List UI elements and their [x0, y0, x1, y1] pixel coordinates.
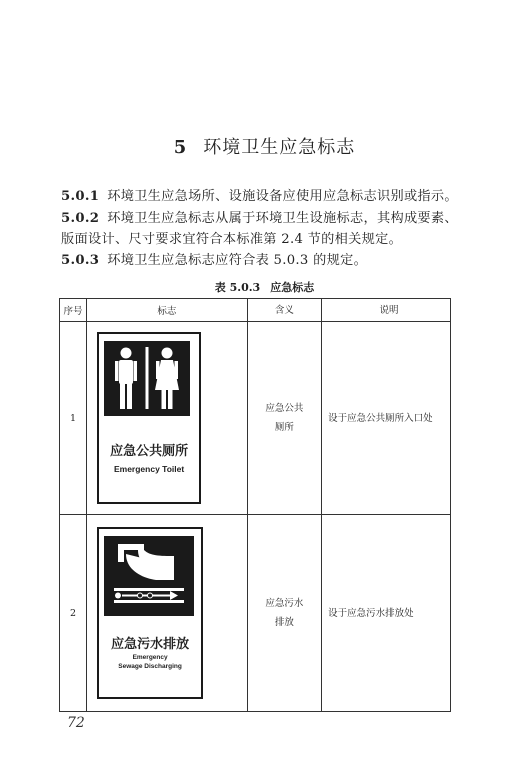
meaning-cell: [247, 322, 321, 515]
clause-text: 环境卫生应急标志应符合表 5.0.3 的规定。: [107, 253, 368, 268]
sewage-pipe-discharge-icon: [104, 536, 194, 616]
male-female-toilet-icon: [104, 341, 190, 416]
page-number: 72: [67, 715, 85, 731]
header-no: 序号: [60, 299, 87, 322]
header-sign: 标志: [87, 299, 248, 322]
row-number: 2: [60, 515, 87, 712]
sign-cell: [87, 515, 248, 712]
chapter-title: [0, 133, 529, 159]
clause-text: 环境卫生应急场所、设施设备应使用应急标志识别或指示。: [107, 189, 458, 204]
sign-label-cn: 应急污水排放: [111, 637, 190, 652]
meaning-text: 应急污水排放: [265, 598, 304, 628]
header-meaning: 含义: [247, 299, 321, 322]
table-caption-number: 表 5.0.3: [214, 281, 261, 294]
sign-label-en: [99, 653, 201, 671]
desc-cell: 设于应急污水排放处: [322, 515, 451, 712]
clause-number: 5.0.3: [61, 253, 100, 268]
clause-number: 5.0.1: [61, 189, 100, 204]
clause-text: 环境卫生应急标志从属于环境卫生设施标志，其构成要素、版面设计、尺寸要求宜符合本标准第 2.4 节的相关规定。: [61, 211, 458, 247]
table-header-row: [60, 299, 451, 322]
sign-label-cn: 应急公共厕所: [110, 444, 189, 459]
table-row: [60, 322, 451, 515]
sign-label-en-line2: Sewage Discharging: [118, 663, 182, 670]
sign-cell: [87, 322, 248, 515]
emergency-signs-table: [59, 298, 451, 712]
emergency-toilet-sign: [97, 332, 201, 504]
chapter-number: 5: [173, 137, 188, 158]
desc-cell: 设于应急公共厕所入口处: [322, 322, 451, 515]
table-row: [60, 515, 451, 712]
sign-label-en-line1: Emergency: [132, 654, 168, 661]
clause-5-0-2: [61, 208, 471, 250]
emergency-sewage-sign: [97, 527, 203, 699]
clause-number: 5.0.2: [61, 211, 100, 226]
table-caption: [0, 279, 529, 295]
meaning-text: 应急公共厕所: [265, 403, 304, 433]
table-caption-title: 应急标志: [270, 281, 315, 294]
sign-label-en: Emergency Toilet: [113, 464, 185, 474]
header-desc: 说明: [322, 299, 451, 322]
meaning-cell: [247, 515, 321, 712]
clause-5-0-1: [61, 186, 471, 207]
chapter-title-text: 环境卫生应急标志: [203, 137, 356, 158]
clause-5-0-3: [61, 250, 471, 271]
row-number: 1: [60, 322, 87, 515]
